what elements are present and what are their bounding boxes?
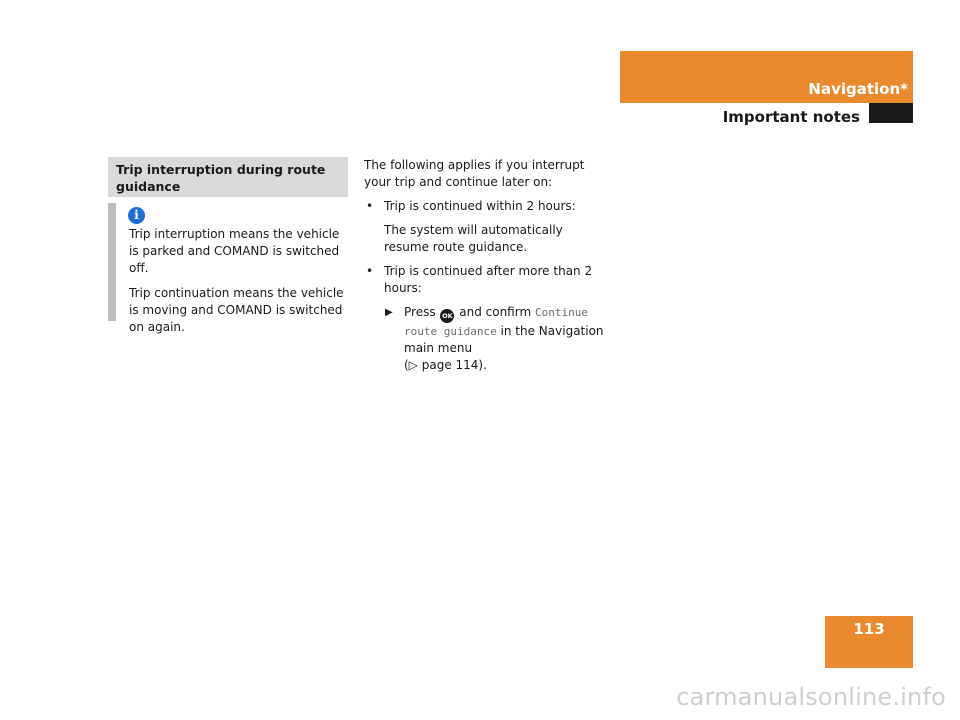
header-black-tab	[869, 103, 913, 123]
info-icon: i	[128, 207, 145, 224]
bullet-text: Trip is continued within 2 hours:	[384, 199, 576, 213]
ok-button-icon: OK	[440, 309, 454, 323]
section-subtitle: Important notes	[722, 108, 860, 126]
section-heading: Trip interruption during route guidance	[108, 157, 348, 197]
info-paragraph: Trip continuation means the vehicle is moving and COMAND is switched on again.	[129, 286, 344, 334]
page-reference: (▷ page 114).	[404, 358, 487, 372]
bullet-dot-icon: •	[366, 199, 374, 213]
list-item	[364, 198, 609, 215]
watermark: carmanualsonline.info	[676, 683, 946, 711]
instruction-step	[364, 304, 609, 374]
step-arrow-icon: ▶	[385, 307, 393, 318]
menu-item-text: Continue route guidance	[404, 306, 588, 338]
bullet-text: Trip is continued after more than 2 hours:	[384, 264, 593, 295]
list-item	[364, 263, 609, 297]
info-stripe	[108, 203, 116, 321]
info-paragraph: Trip interruption means the vehicle is parked and COMAND is switched off.	[129, 227, 340, 275]
bullet-dot-icon: •	[366, 264, 374, 278]
intro-paragraph: The following applies if you interrupt your trip and continue later on:	[364, 158, 585, 189]
info-text	[129, 226, 351, 344]
page-number: 113	[825, 616, 913, 668]
chapter-title: Navigation*	[808, 80, 908, 98]
step-location-text: in the Navigation main menu	[404, 324, 604, 355]
step-confirm-text: and confirm	[459, 305, 532, 319]
bullet-detail: The system will automatically resume route guidance.	[384, 223, 563, 254]
main-text-column	[364, 157, 609, 374]
info-box	[108, 203, 348, 334]
step-press-text: Press	[404, 305, 436, 319]
